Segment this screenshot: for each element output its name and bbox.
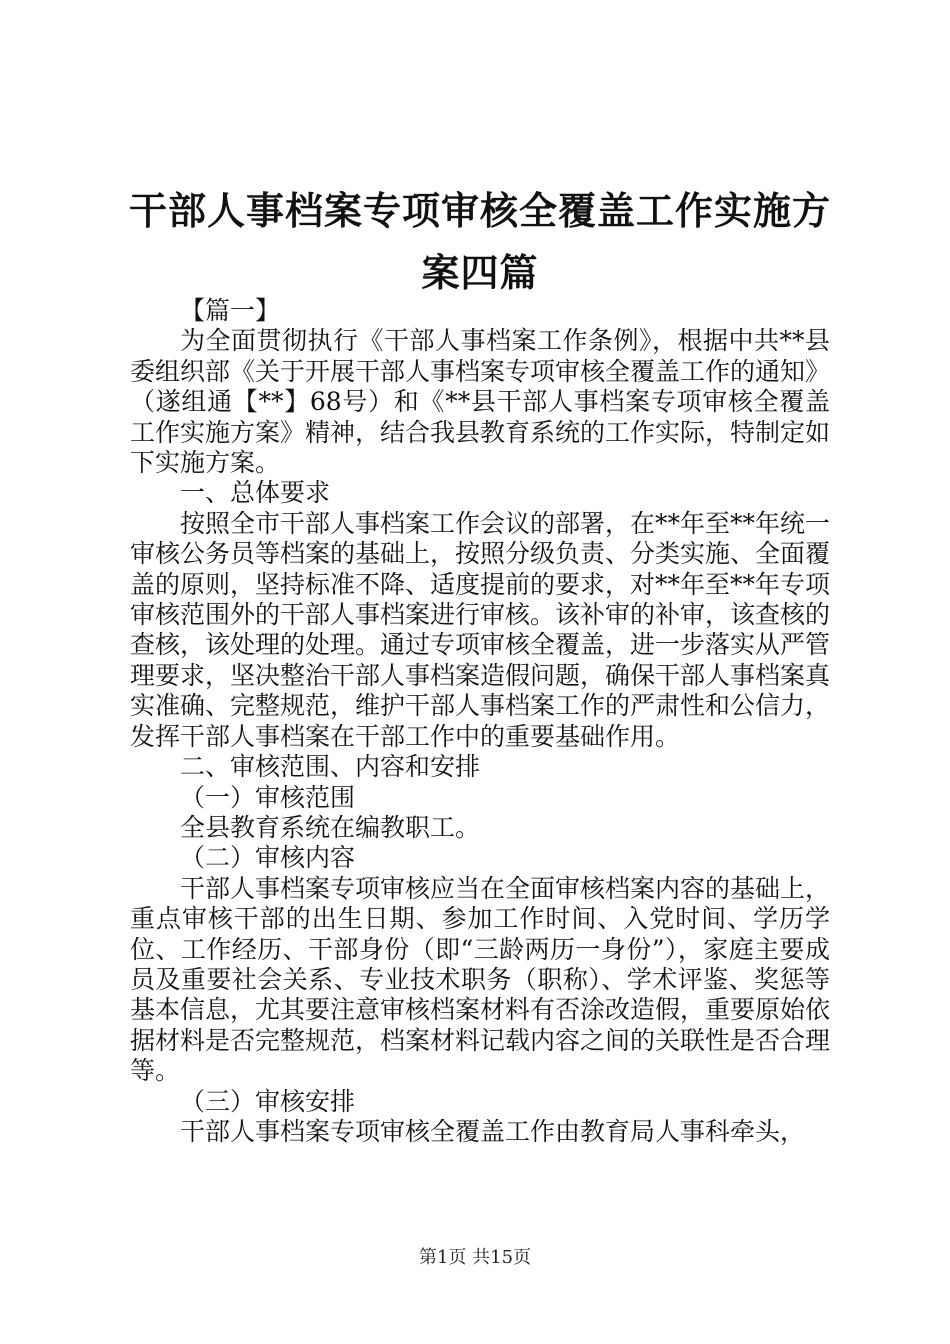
subheading-audit-scope: （一）审核范围 [180,782,356,812]
section-heading-scope-content-arrangement: 二、审核范围、内容和安排 [180,752,481,782]
document-body [130,296,830,1147]
subheading-audit-content: （二）审核内容 [180,843,356,873]
general-requirements-paragraph: 按照全市干部人事档案工作会议的部署，在**年至**年统一审核公务员等档案的基础上，按照分级负责、分类实施、全面覆盖的原则，坚持标准不降、适度提前的要求，对**年至**年专项审核范围外的干部人事档案进行审核。该补审的补审，该查核的查核，该处理的处理。通过专项审核全覆盖，进一步落实从严管理要求，坚决整治干部人事档案造假问题，确保干部人事档案真实准确、完整规范，维护干部人事档案工作的严肃性和公信力，发挥干部人事档案在干部工作中的重要基础作用。 [130,508,831,751]
section-heading-part-one: 【篇一】 [180,296,281,325]
page-number-footer: 第1页 共15页 [418,1247,532,1268]
audit-arrangement-paragraph: 干部人事档案专项审核全覆盖工作由教育局人事科牵头， [180,1116,806,1146]
subheading-audit-arrangement: （三）审核安排 [180,1086,356,1116]
intro-paragraph: 为全面贯彻执行《干部人事档案工作条例》，根据中共**县委组织部《关于开展干部人事档案专项审核全覆盖工作的通知》（遂组通【**】68号）和《**县干部人事档案专项审核全覆盖工作实施方案》精神，结合我县教育系统的工作实际，特制定如下实施方案。 [130,326,831,478]
section-heading-general-requirements: 一、总体要求 [180,478,331,508]
audit-scope-paragraph: 全县教育系统在编教职工。 [180,812,481,842]
audit-content-paragraph: 干部人事档案专项审核应当在全面审核档案内容的基础上，重点审核干部的出生日期、参加工作时间、入党时间、学历学位、工作经历、干部身份（即“三龄两历一身份”），家庭主要成员及重要社会关系、专业技术职务（职称）、学术评鉴、奖惩等基本信息，尤其要注意审核档案材料有否涂改造假，重要原始依据材料是否完整规范，档案材料记载内容之间的关联性是否合理等。 [130,873,831,1086]
document-title: 干部人事档案专项审核全覆盖工作实施方案四篇 [128,188,831,295]
